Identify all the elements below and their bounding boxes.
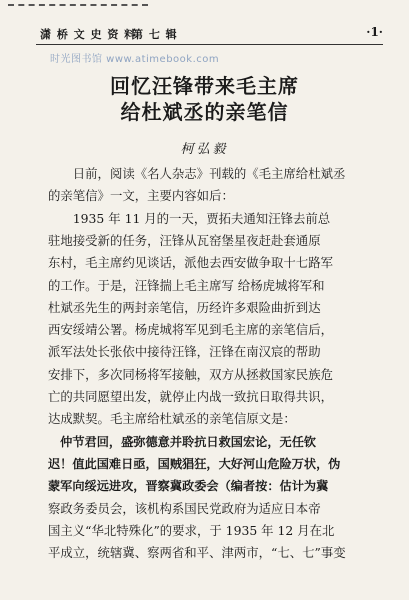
author-signature: 柯弘毅 [180,142,229,157]
journal-name: 潇 桥 文 史 资 料 [40,28,137,41]
text-line: 的亲笔信》一文，主要内容如后： [48,188,234,204]
text-line: 安排下，多次同杨将军接触，双方从拯救国家民族危 [48,366,333,382]
page-number: ·1· [366,25,383,39]
running-header [36,24,383,45]
text-line: 蒙军向绥远进攻，晋察冀政委会（编者按：估计为冀 [48,479,329,494]
article-title-line-2: 给杜斌丞的亲笔信 [120,100,289,124]
text-line: 察政务委员会，该机构系国民党政府为适应日本帝 [48,500,321,516]
article-title-line-1: 回忆汪锋带来毛主席 [110,74,299,98]
text-line: 国主义“华北特殊化”的要求，于 1935 年 12 月在北 [48,522,335,538]
text-line: 的工作。于是，汪锋揣上毛主席写 给杨虎城将军和 [48,277,325,293]
text-line: 仲节君回，盛弥德意并聆抗日救国宏论，无任钦 [48,434,317,449]
text-line: 日前，阅读《名人杂志》刊载的《毛主席给杜斌丞 [48,166,346,181]
text-line: 东村，毛主席约见谈话，派他去西安做争取十七路军 [48,255,333,271]
text-line: 派军法处长张依中接待汪锋，汪锋在南汉宸的帮助 [48,344,321,360]
text-line: 西安绥靖公署。杨虎城将军见到毛主席的亲笔信后， [48,322,333,338]
text-line: 达成默契。毛主席给杜斌丞的亲笔信原文是： [48,411,296,427]
volume-label: 第 七 辑 [132,28,178,41]
text-line: 亡的共同愿望出发，就停止内战一致抗日取得共识， [48,389,333,404]
text-line: 杜斌丞先生的两封亲笔信，历经许多艰险曲折到达 [48,299,321,315]
top-dashed-rule [8,4,148,12]
text-line: 1935 年 11 月的一天，贾拓夫通知汪锋去前总 [48,210,331,226]
watermark: 时光图书馆 www.atimebook.com [50,54,220,65]
text-line: 平成立，统辖冀、察两省和平、津两市，“七、七”事变 [48,545,346,561]
text-line: 迟！值此国难日亟，国贼猖狂，大好河山危险万状，伪 [48,456,341,471]
text-line: 驻地接受新的任务，汪锋从瓦窑堡星夜赶赴套通原 [48,232,321,248]
